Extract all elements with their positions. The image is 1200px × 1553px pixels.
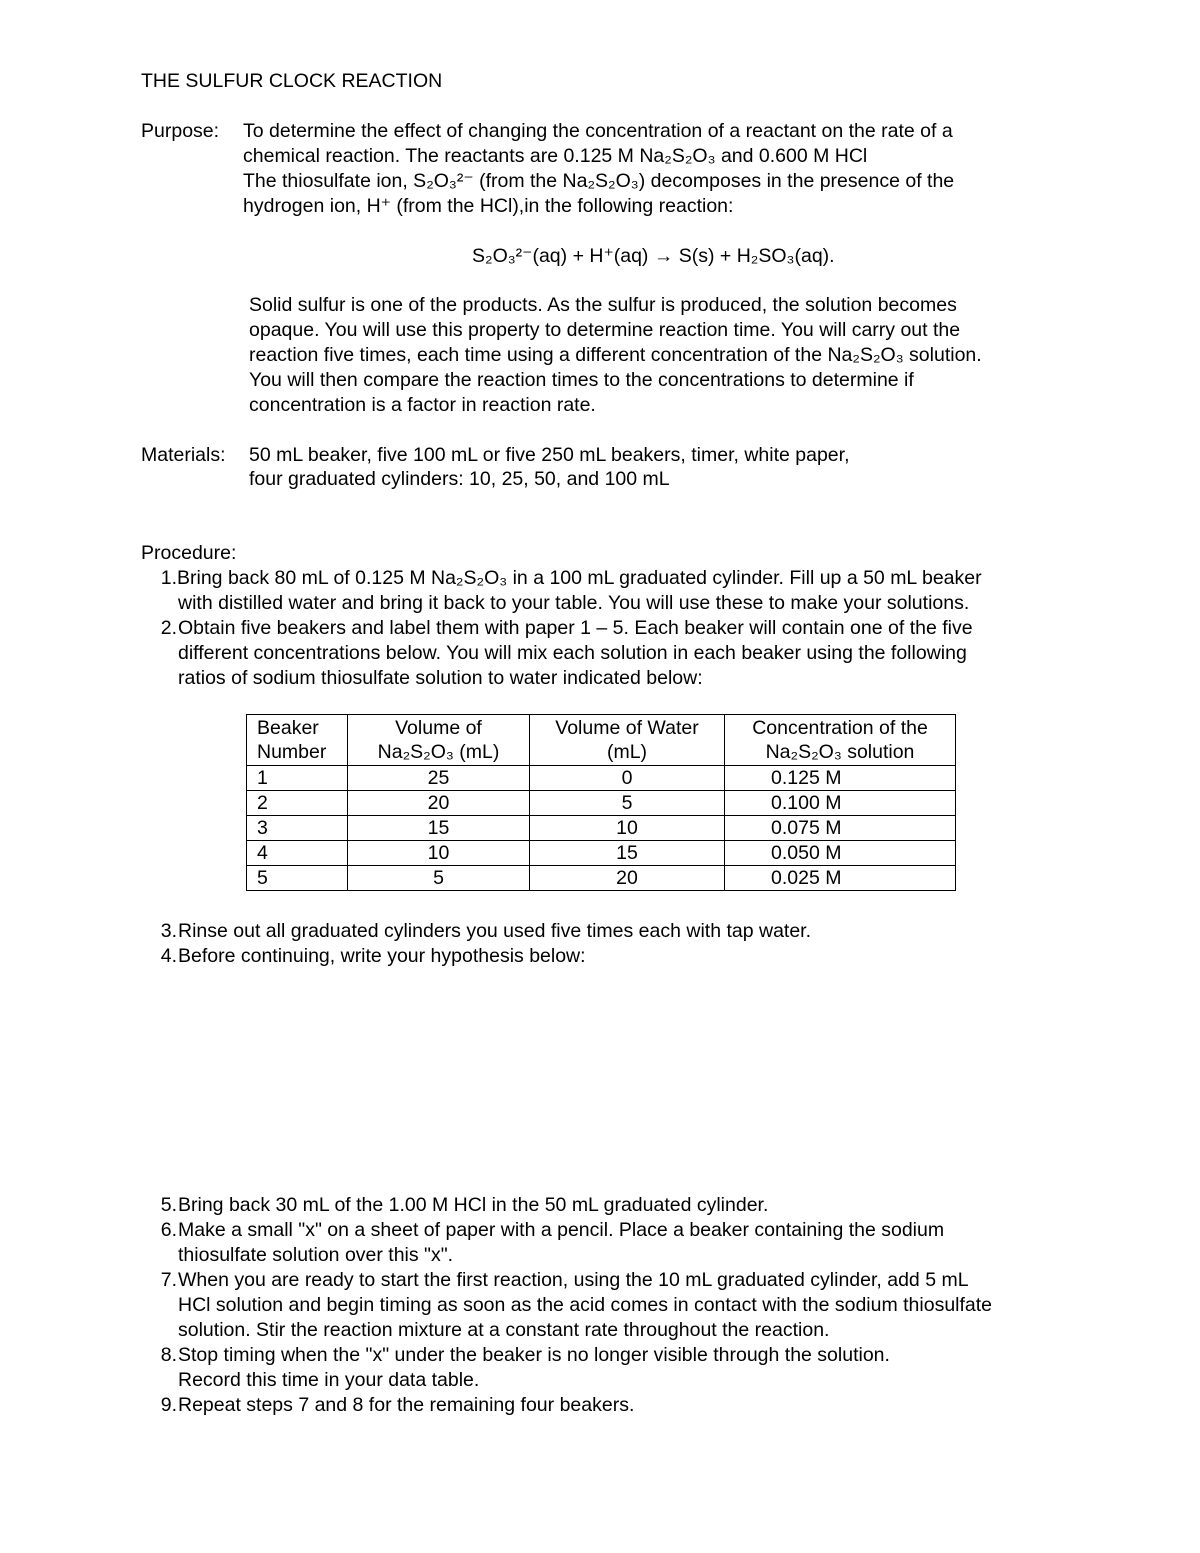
- step-line: solution. Stir the reaction mixture at a constant rate throughout the reaction.: [178, 1319, 830, 1341]
- header-cell: [530, 715, 725, 766]
- materials-line: 50 mL beaker, five 100 mL or five 250 mL beakers, timer, white paper,: [249, 444, 850, 466]
- header-line: Na₂S₂O₃ solution: [765, 741, 915, 763]
- list-item: [150, 1268, 992, 1343]
- step-line: ratios of sodium thiosulfate solution to water indicated below:: [178, 667, 703, 689]
- header-cell: [348, 715, 530, 766]
- table-cell: 5: [247, 866, 348, 891]
- list-item: [150, 944, 811, 969]
- list-item: [150, 566, 982, 616]
- materials-line: four graduated cylinders: 10, 25, 50, and 100 mL: [249, 468, 670, 490]
- purpose-paragraph-line: concentration is a factor in reaction rate.: [249, 394, 596, 416]
- purpose-line: hydrogen ion, H⁺ (from the HCl),in the following reaction:: [243, 195, 734, 217]
- header-line: (mL): [606, 741, 648, 763]
- beaker-table: [246, 714, 956, 891]
- step-line: Bring back 80 mL of 0.125 M Na₂S₂O₃ in a 100 mL graduated cylinder. Fill up a 50 mL beaker: [177, 567, 982, 589]
- document-title: THE SULFUR CLOCK REACTION: [141, 70, 443, 92]
- table-row: [247, 791, 956, 816]
- table-row: [247, 866, 956, 891]
- step-line: Repeat steps 7 and 8 for the remaining four beakers.: [178, 1394, 635, 1416]
- table-row: [247, 766, 956, 791]
- list-item: [150, 1343, 992, 1393]
- step-line: Obtain five beakers and label them with paper 1 – 5. Each beaker will contain one of the five: [178, 617, 973, 639]
- purpose-label: Purpose:: [141, 120, 220, 142]
- table-cell: 5: [348, 866, 530, 891]
- step-number: 8.: [160, 1344, 177, 1366]
- table-cell: 0.025 M: [725, 866, 956, 891]
- step-number: 4.: [160, 945, 177, 967]
- step-number: 9.: [160, 1394, 177, 1416]
- purpose-line: chemical reaction. The reactants are 0.125 M Na₂S₂O₃ and 0.600 M HCl: [243, 145, 868, 167]
- table-cell: 20: [530, 866, 725, 891]
- header-line: Number: [257, 741, 327, 763]
- step-number: 7.: [160, 1269, 177, 1291]
- list-item: [150, 1393, 992, 1418]
- table-cell: 20: [348, 791, 530, 816]
- step-line: Make a small "x" on a sheet of paper with a pencil. Place a beaker containing the sodium: [178, 1219, 945, 1241]
- list-item: [150, 919, 811, 944]
- table-cell: 0.125 M: [725, 766, 956, 791]
- step-number: 3.: [160, 920, 177, 942]
- header-line: Na₂S₂O₃ (mL): [377, 741, 500, 763]
- table-cell: 15: [348, 816, 530, 841]
- step-line: Rinse out all graduated cylinders you used five times each with tap water.: [178, 920, 812, 942]
- procedure-list-a: [150, 566, 982, 691]
- table-cell: 10: [530, 816, 725, 841]
- list-item: [150, 1193, 992, 1218]
- purpose-paragraph-line: Solid sulfur is one of the products. As the sulfur is produced, the solution becomes: [249, 294, 957, 316]
- step-number: 5.: [160, 1194, 177, 1216]
- step-line: Bring back 30 mL of the 1.00 M HCl in the 50 mL graduated cylinder.: [178, 1194, 769, 1216]
- purpose-line: To determine the effect of changing the concentration of a reactant on the rate of a: [243, 120, 953, 142]
- step-line: Before continuing, write your hypothesis below:: [178, 945, 586, 967]
- header-line: Beaker: [257, 717, 319, 739]
- step-line: different concentrations below. You will mix each solution in each beaker using the following: [178, 642, 967, 664]
- table-header-row: [247, 715, 956, 766]
- table-cell: 5: [530, 791, 725, 816]
- header-line: Volume of: [395, 717, 482, 739]
- step-number: 6.: [160, 1219, 177, 1241]
- purpose-line: The thiosulfate ion, S₂O₃²⁻ (from the Na₂S₂O₃) decomposes in the presence of the: [243, 170, 955, 192]
- step-line: HCl solution and begin timing as soon as the acid comes in contact with the sodium thiosulfate: [178, 1294, 993, 1316]
- table-cell: 2: [247, 791, 348, 816]
- list-item: [150, 616, 982, 691]
- procedure-list-b: [150, 919, 811, 969]
- procedure-label: Procedure:: [141, 542, 237, 564]
- table-cell: 15: [530, 841, 725, 866]
- table-row: [247, 816, 956, 841]
- header-cell: [247, 715, 348, 766]
- table-cell: 10: [348, 841, 530, 866]
- purpose-paragraph-line: reaction five times, each time using a different concentration of the Na₂S₂O₃ solution.: [249, 344, 982, 366]
- table-cell: 3: [247, 816, 348, 841]
- table-cell: 0.050 M: [725, 841, 956, 866]
- table-cell: 0.100 M: [725, 791, 956, 816]
- list-item: [150, 1218, 992, 1268]
- step-number: 1.: [160, 567, 177, 589]
- table-cell: 25: [348, 766, 530, 791]
- purpose-paragraph-line: opaque. You will use this property to determine reaction time. You will carry out the: [249, 319, 961, 341]
- table-row: [247, 841, 956, 866]
- table-cell: 0: [530, 766, 725, 791]
- reaction-equation: S₂O₃²⁻(aq) + H⁺(aq) → S(s) + H₂SO₃(aq).: [472, 245, 835, 267]
- table-cell: 1: [247, 766, 348, 791]
- step-line: Stop timing when the "x" under the beaker is no longer visible through the solution.: [178, 1344, 890, 1366]
- header-cell: [725, 715, 956, 766]
- header-line: Volume of Water: [555, 717, 699, 739]
- table-cell: 4: [247, 841, 348, 866]
- procedure-list-c: [150, 1193, 992, 1418]
- materials-label: Materials:: [141, 444, 226, 466]
- step-line: When you are ready to start the first reaction, using the 10 mL graduated cylinder, add 5 mL: [178, 1269, 969, 1291]
- step-line: Record this time in your data table.: [178, 1369, 480, 1391]
- step-line: thiosulfate solution over this "x".: [178, 1244, 454, 1266]
- header-line: Concentration of the: [752, 717, 928, 739]
- step-number: 2.: [160, 617, 177, 639]
- step-line: with distilled water and bring it back to your table. You will use these to make your solutions.: [178, 592, 970, 614]
- purpose-paragraph-line: You will then compare the reaction times to the concentrations to determine if: [249, 369, 914, 391]
- table-cell: 0.075 M: [725, 816, 956, 841]
